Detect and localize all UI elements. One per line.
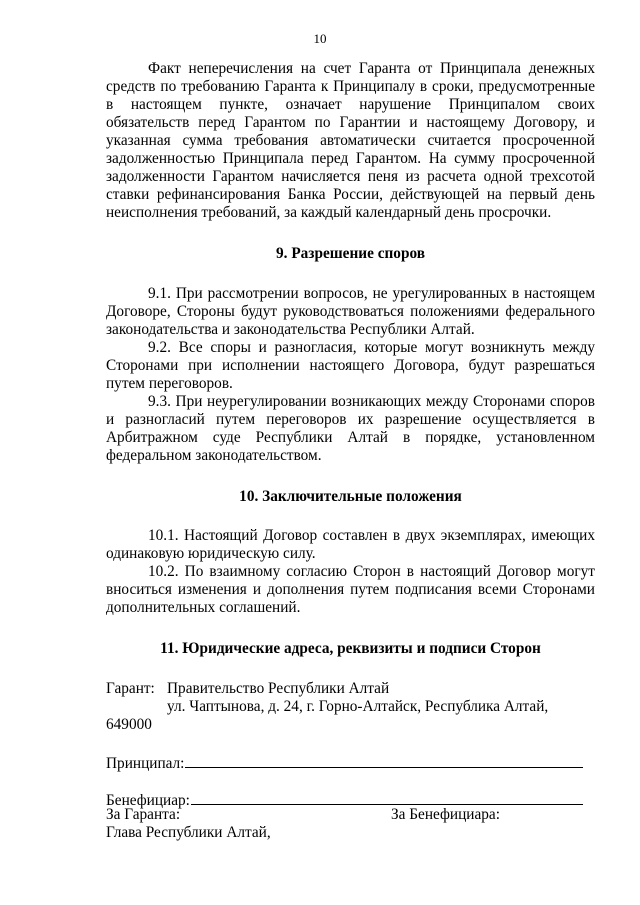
guarantor-label: Гарант: bbox=[106, 680, 155, 697]
guarantor-position: Глава Республики Алтай, bbox=[106, 824, 271, 841]
for-beneficiary-label: За Бенефициара: bbox=[391, 806, 500, 823]
for-guarantor-label: За Гаранта: bbox=[106, 806, 181, 823]
guarantor-address: ул. Чаптынова, д. 24, г. Горно-Алтайск, Республика Алтай, bbox=[167, 698, 549, 715]
page-number: 10 bbox=[313, 31, 327, 46]
guarantor-line bbox=[106, 680, 595, 698]
guarantor-block bbox=[106, 680, 595, 734]
principal-field bbox=[106, 754, 583, 773]
clause-9-3: 9.3. При неурегулировании возникающих между Сторонами споров и разногласий путем переговоров их разрешение осуществляется в Арбитражном суде Республики Алтай в порядке, установленном федеральном законодательством. bbox=[106, 393, 595, 464]
section-11-heading: 11. Юридические адреса, реквизиты и подписи Сторон bbox=[160, 640, 541, 657]
guarantor-signature bbox=[106, 806, 386, 842]
clause-9-2: 9.2. Все споры и разногласия, которые могут возникнуть между Сторонами при исполнении настоящего Договора, будут разрешаться путем переговоров. bbox=[106, 339, 595, 392]
beneficiary-label: Бенефициар: bbox=[106, 792, 190, 809]
clause-10-1: 10.1. Настоящий Договор составлен в двух экземплярах, имеющих одинаковую юридическую силу. bbox=[106, 527, 595, 562]
principal-label: Принципал: bbox=[106, 755, 185, 772]
document-body bbox=[106, 60, 595, 810]
beneficiary-signature bbox=[391, 806, 591, 824]
beneficiary-blank-line bbox=[191, 791, 583, 805]
clause-10-2: 10.2. По взаимному согласию Сторон в настоящий Договор могут вноситься изменения и дополнения путем подписания всеми Сторонами дополнительных соглашений. bbox=[106, 563, 595, 616]
section-9-heading: 9. Разрешение споров bbox=[276, 245, 425, 262]
intro-paragraph: Факт неперечисления на счет Гаранта от Принципала денежных средств по требованию Гаранта к Принципалу в сроки, предусмотренные в настоящем пункте, означает нарушение Принципалом своих обязательств перед Гарантом по Гарантии и настоящему Договору, и указанная сумма требования автоматически считается просроченной задолженностью Принципала перед Гарантом. На сумму просроченной задолженности Гарантом начисляется пеня из расчета одной трехсотой ставки рефинансирования Банка России, действующей на первый день неисполнения требований, за каждый календарный день просрочки. bbox=[106, 60, 595, 221]
guarantor-postcode: 649000 bbox=[106, 716, 152, 733]
section-10-heading: 10. Заключительные положения bbox=[239, 488, 462, 505]
principal-blank-line bbox=[185, 754, 583, 768]
clause-9-1: 9.1. При рассмотрении вопросов, не урегулированных в настоящем Договоре, Стороны будут руководствоваться положениями федерального законодательства и законодательства Республики Алтай. bbox=[106, 285, 595, 338]
guarantor-name: Правительство Республики Алтай bbox=[167, 680, 390, 697]
